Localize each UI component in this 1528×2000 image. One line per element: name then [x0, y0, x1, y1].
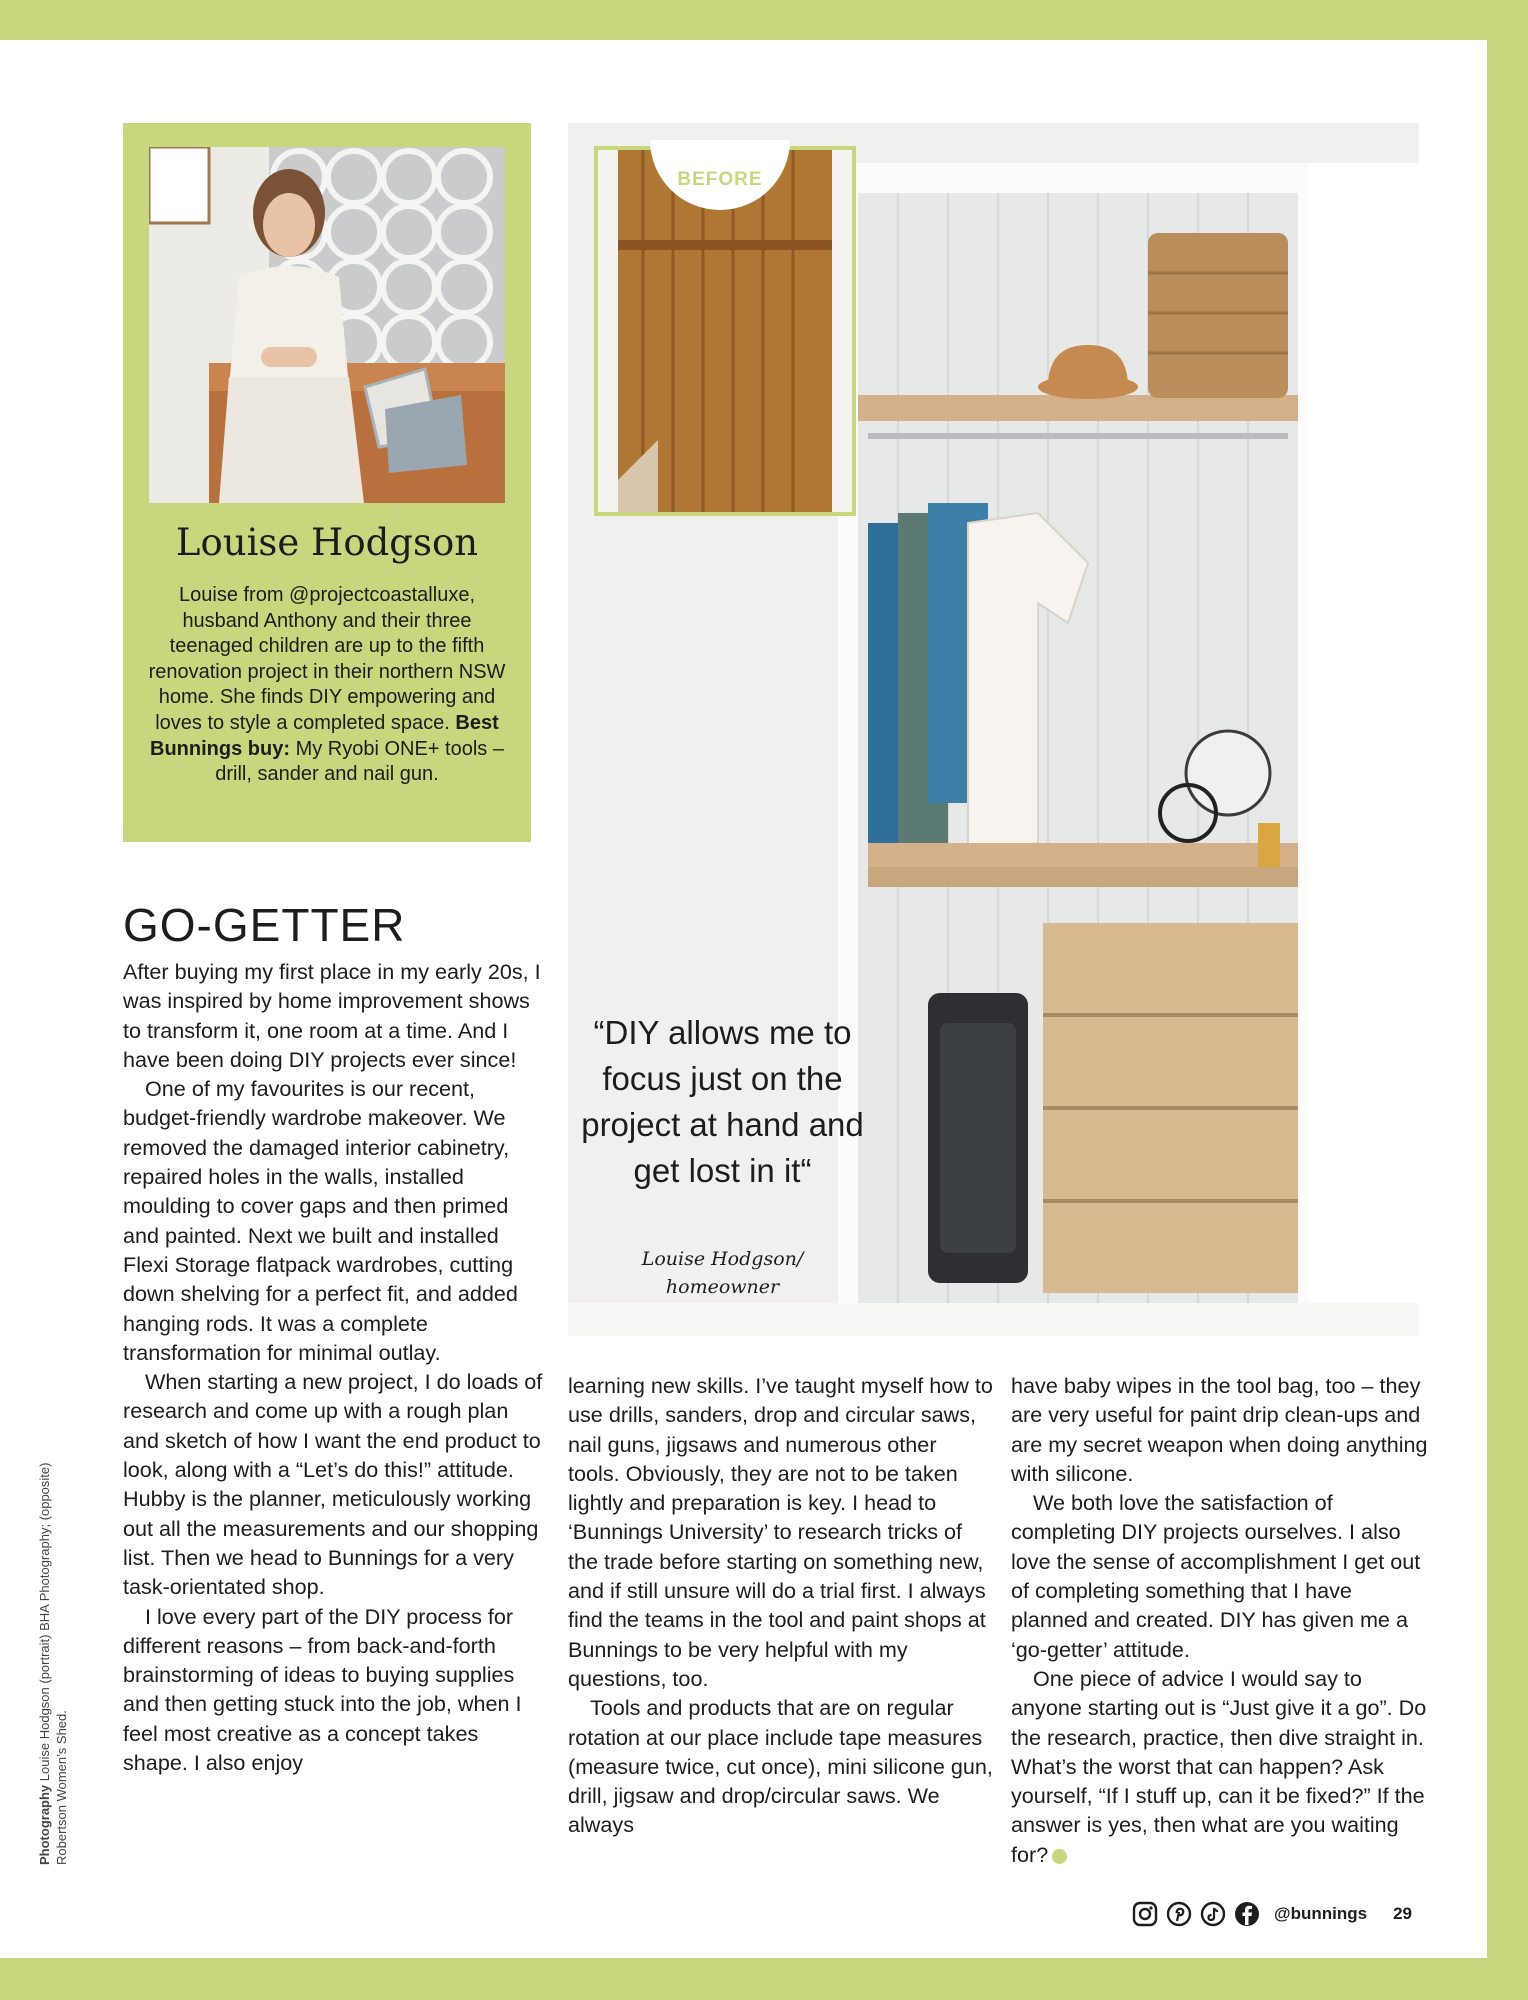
social-handle[interactable]: @bunnings: [1274, 1904, 1368, 1923]
profile-name: Louise Hodgson: [175, 521, 479, 564]
end-mark-icon: [1052, 1849, 1067, 1864]
paragraph: When starting a new project, I do loads of research and come up with a rough plan and sketch of how I want the end product to look, along with a “Let’s do this!” attitude. Hubby is the planner, meticulously working out all the measurements and our shopping list. Then we head to Bunnings for a very task-orientated shop.: [123, 1369, 543, 1600]
footer: [1132, 1897, 1412, 1931]
article-column-3: [1011, 1371, 1431, 1869]
paragraph: have baby wipes in the tool bag, too – they are very useful for paint drip clean-ups and are my secret weapon when doing anything with silicone.: [1011, 1373, 1428, 1486]
portrait-photo: [149, 147, 505, 503]
photo-credit-text: Louise Hodgson (portrait) BHA Photography; (opposite) Robertson Women’s Shed.: [37, 1462, 69, 1865]
quote-attribution-role: homeowner: [665, 1276, 780, 1298]
article-column-1: [123, 957, 543, 1777]
paragraph: We both love the satisfaction of completing DIY projects ourselves. I also love the sense of accomplishment I get out of completing something that I have planned and created. DIY has given me a ‘go-getter’ attitude.: [1011, 1490, 1421, 1662]
paragraph: [1011, 1664, 1431, 1869]
photo-credit-label: Photography: [37, 1784, 52, 1865]
profile-bio: [145, 583, 509, 788]
quote-attribution: [570, 1245, 875, 1301]
profile-box: [123, 123, 531, 842]
before-badge: BEFORE: [650, 140, 790, 210]
closing-paragraph-text: One piece of advice I would say to anyone starting out is “Just give it a go”. Do the research, practice, then dive straight in. What’s the worst that can happen? Ask yourself, “If I stuff up, can it be fixed?” If the answer is yes, then what are you waiting for?: [1011, 1665, 1427, 1867]
paragraph: Tools and products that are on regular rotation at our place include tape measures (measure twice, cut once), mini silicone gun, drill, jigsaw and drop/circular saws. We always: [568, 1695, 993, 1838]
tiktok-icon[interactable]: [1200, 1901, 1226, 1927]
best-buy-text: My Ryobi ONE+ tools – drill, sander and nail gun.: [215, 737, 504, 786]
instagram-icon[interactable]: [1132, 1901, 1158, 1927]
page-number: 29: [1393, 1904, 1412, 1923]
paragraph: One of my favourites is our recent, budget-friendly wardrobe makeover. We removed the damaged interior cabinetry, repaired holes in the walls, installed moulding to cover gaps and then primed and painted. Next we built and installed Flexi Storage flatpack wardrobes, cutting down shelving for a perfect fit, and added hanging rods. It was a complete transformation for minimal outlay.: [123, 1076, 518, 1365]
quote-attribution-name: Louise Hodgson/: [641, 1248, 804, 1270]
article-column-2: [568, 1371, 993, 1840]
paragraph: I love every part of the DIY process for different reasons – from back-and-forth brainstorming of ideas to buying supplies and then getting stuck into the job, when I feel most creative as a concept takes shape. I also enjoy: [123, 1603, 522, 1776]
best-buy-label: Best Bunnings buy:: [150, 711, 499, 760]
article-heading: GO-GETTER: [123, 899, 406, 951]
pinterest-icon[interactable]: [1166, 1901, 1192, 1927]
pull-quote: “DIY allows me to focus just on the project at hand and get lost in it“: [581, 1014, 864, 1189]
photo-credit: [36, 1425, 70, 1865]
profile-bio-text: Louise from @projectcoastalluxe, husband Anthony and their three teenaged children are up to the fifth renovation project in their northern NSW home. She finds DIY empowering and loves to style a completed space.: [148, 584, 506, 734]
paragraph: learning new skills. I’ve taught myself how to use drills, sanders, drop and circular saws, nail guns, jigsaws and numerous other tools. Obviously, they are not to be taken lightly and preparation is key. I head to ‘Bunnings University’ to research tricks of the trade before starting on something new, and if still unsure will do a trial first. I always find the teams in the tool and paint shops at Bunnings to be very helpful with my questions, too.: [568, 1373, 993, 1691]
facebook-icon[interactable]: [1234, 1901, 1260, 1927]
paragraph: After buying my first place in my early 20s, I was inspired by home improvement shows to transform it, one room at a time. And I have been doing DIY projects ever since!: [123, 959, 541, 1072]
